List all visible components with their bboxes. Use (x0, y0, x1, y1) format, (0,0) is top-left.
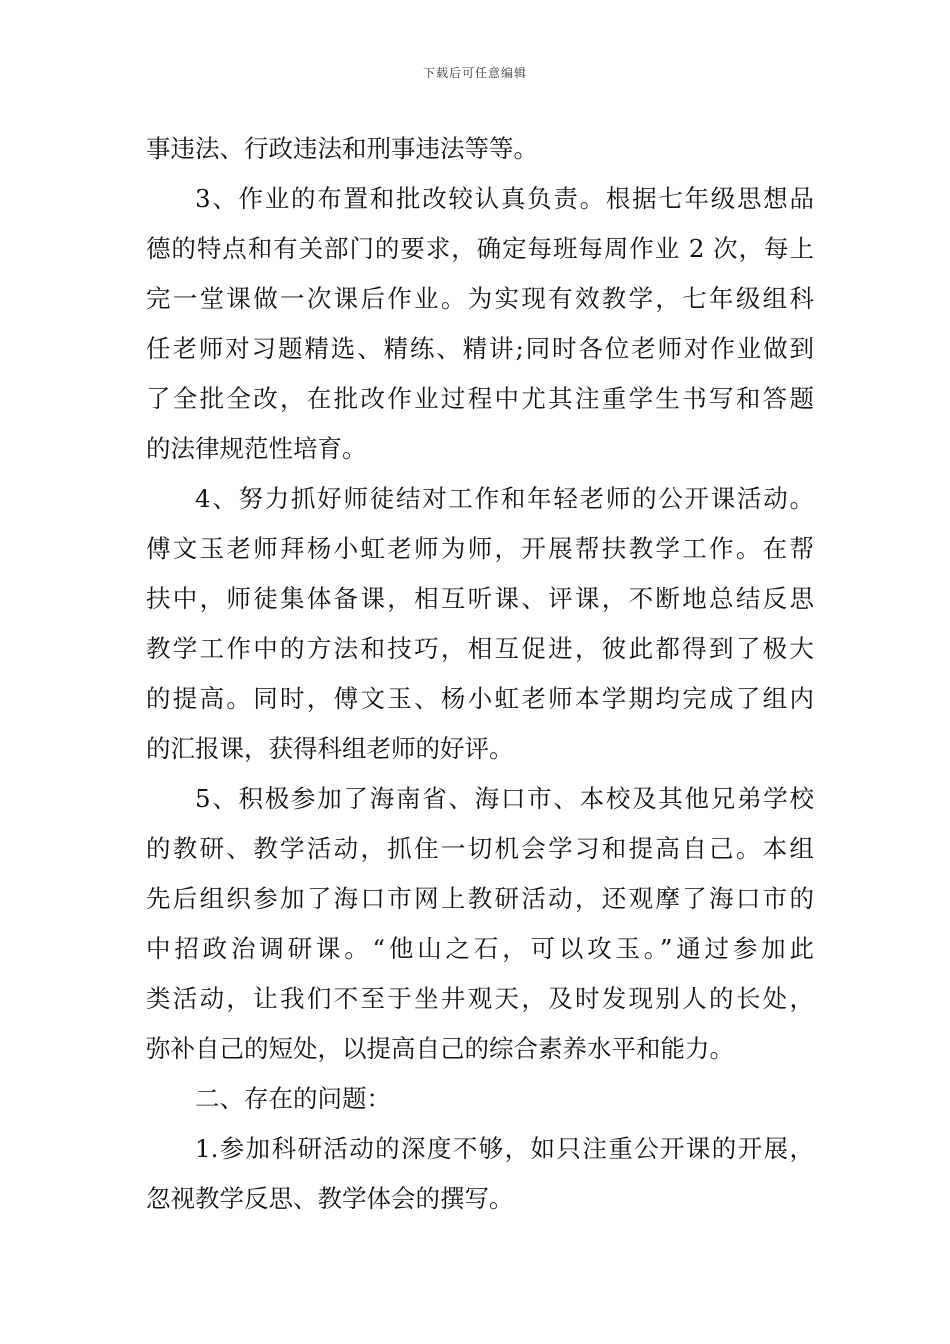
text-line: 任老师对习题精选、精练、精讲;同时各位老师对作业做到 (146, 334, 814, 363)
text-line: 弥补自己的短处，以提高自己的综合素养水平和能力。 (146, 1034, 734, 1063)
page-header: 下载后可任意编辑 (422, 66, 527, 80)
text-line: 先后组织参加了海口市网上教研活动，还观摩了海口市的 (146, 884, 814, 913)
text-line: 5、积极参加了海南省、海口市、本校及其他兄弟学校 (195, 784, 814, 813)
section-heading: 二、存在的问题： (195, 1084, 391, 1113)
text-line: 教学工作中的方法和技巧，相互促进，彼此都得到了极大 (146, 634, 814, 663)
text-line: 忽视教学反思、教学体会的撰写。 (146, 1184, 514, 1213)
text-line: 德的特点和有关部门的要求，确定每班每周作业 2 次，每上 (146, 234, 814, 263)
text-line: 类活动，让我们不至于坐井观天，及时发现别人的长处， (146, 984, 814, 1013)
text-line: 3、作业的布置和批改较认真负责。根据七年级思想品 (195, 184, 814, 213)
text-line: 事违法、行政违法和刑事违法等等。 (146, 134, 538, 163)
text-line: 了全批全改，在批改作业过程中尤其注重学生书写和答题 (146, 384, 814, 413)
text-line: 4、努力抓好师徒结对工作和年轻老师的公开课活动。 (195, 484, 814, 513)
text-line: 的汇报课，获得科组老师的好评。 (146, 734, 514, 763)
text-line: 的法律规范性培育。 (146, 434, 367, 463)
text-line: 中招政治调研课。“他山之石，可以攻玉。”通过参加此 (146, 934, 814, 963)
text-line: 1.参加科研活动的深度不够，如只注重公开课的开展， (195, 1134, 814, 1163)
document-body (146, 124, 814, 1224)
text-line: 的教研、教学活动，抓住一切机会学习和提高自己。本组 (146, 834, 814, 863)
text-line: 的提高。同时，傅文玉、杨小虹老师本学期均完成了组内 (146, 684, 814, 713)
text-line: 傅文玉老师拜杨小虹老师为师，开展帮扶教学工作。在帮 (146, 534, 814, 563)
text-line: 完一堂课做一次课后作业。为实现有效教学，七年级组科 (146, 284, 814, 313)
text-line: 扶中，师徒集体备课，相互听课、评课，不断地总结反思 (146, 584, 814, 613)
